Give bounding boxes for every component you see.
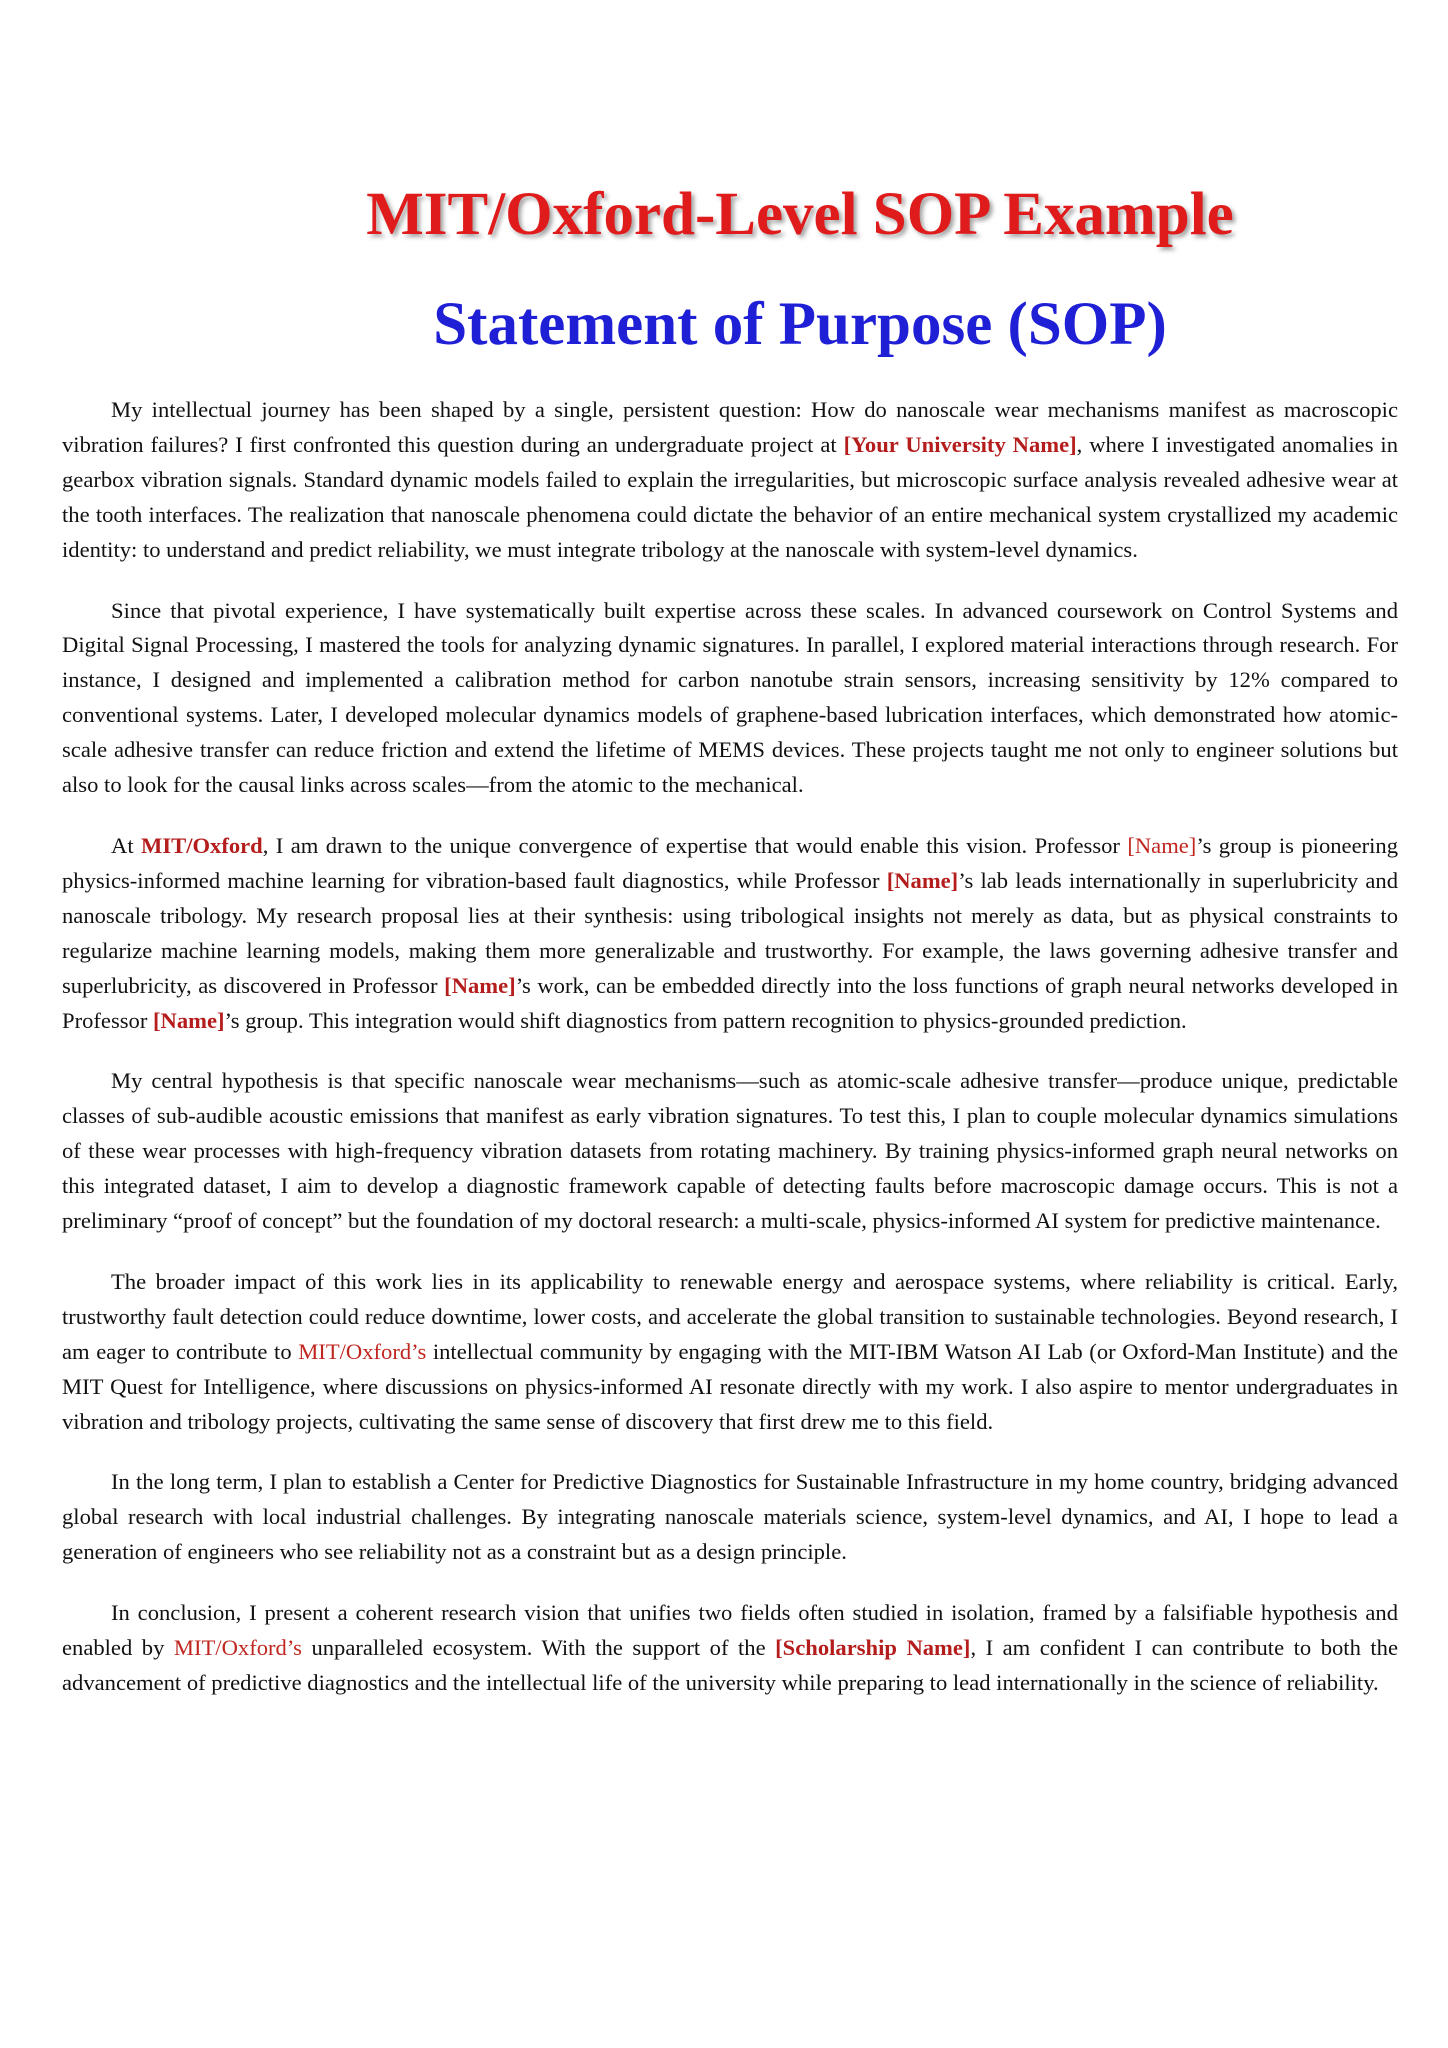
document-body [62, 393, 1398, 1727]
paragraph-text: , I am drawn to the unique convergence of expertise that would enable this vision. Professor [262, 832, 1128, 858]
paragraph-text: In conclusion, I present a coherent research vision that unifies two fields often studied in isolation, framed by a falsifiable hypothesis and enabled by [62, 1600, 1398, 1661]
page-title: MIT/Oxford-Level SOP Example [366, 181, 1234, 248]
paragraph-text: ’s work, can be embedded directly into the loss functions of graph neural networks developed in Professor [62, 972, 1398, 1033]
paragraph-institution-fit [62, 829, 1398, 1038]
placeholder-professor-name: [Name] [444, 972, 516, 998]
institution-name: MIT/Oxford’s [298, 1338, 427, 1364]
paragraph-text: My intellectual journey has been shaped by a single, persistent question: How do nanoscale wear mechanisms manifest as macroscopic vibration failures? I first confronted this question during an undergraduate project at [62, 397, 1398, 457]
paragraph-text: , I am confident I can contribute to both the advancement of predictive diagnostics and the intellectual life of the university while preparing to lead internationally in the science of reliability. [62, 1635, 1398, 1695]
paragraph-hypothesis [62, 1064, 1398, 1239]
paragraph-text: unparalleled ecosystem. With the support of the [301, 1635, 776, 1661]
paragraph-impact [62, 1265, 1398, 1440]
paragraph-text: , where I investigated anomalies in gearbox vibration signals. Standard dynamic models failed to explain the irregularities, but microscopic surface analysis revealed adhesive wear at the tooth interfaces. The realization that nanoscale phenomena could dictate the behavior of an entire mechanical system crystallized my academic identity: to understand and predict reliability, we must integrate tribology at the nanoscale with system-level dynamics. [62, 431, 1398, 562]
institution-name: MIT/Oxford [141, 832, 263, 858]
placeholder-professor-name: [Name] [886, 867, 959, 893]
paragraph-text: ’s group. This integration would shift diagnostics from pattern recognition to physics-grounded prediction. [224, 1007, 1187, 1033]
paragraph-text: At [111, 832, 141, 858]
paragraph-text: My central hypothesis is that specific nanoscale wear mechanisms—such as atomic-scale adhesive transfer—produce unique, predictable classes of sub-audible acoustic emissions that manifest as early vibration signatures. To test this, I plan to couple molecular dynamics simulations of these wear processes with high-frequency vibration datasets from rotating machinery. By training physics-informed graph neural networks on this integrated dataset, I aim to develop a diagnostic framework capable of detecting faults before macroscopic damage occurs. This is not a preliminary “proof of concept” but the foundation of my doctoral research: a multi-scale, physics-informed AI system for predictive maintenance. [62, 1068, 1398, 1234]
placeholder-scholarship-name: [Scholarship Name] [775, 1635, 971, 1661]
paragraph-long-term [62, 1465, 1398, 1570]
paragraph-text: intellectual community by engaging with the MIT-IBM Watson AI Lab (or Oxford-Man Institute) and the MIT Quest for Intelligence, where discussions on physics-informed AI resonate directly with my work. I also aspire to mentor undergraduates in vibration and tribology projects, cultivating the same sense of discovery that first drew me to this field. [62, 1338, 1398, 1434]
paragraph-text: In the long term, I plan to establish a Center for Predictive Diagnostics for Sustainable Infrastructure in my home country, bridging advanced global research with local industrial challenges. By integrating nanoscale materials science, system-level dynamics, and AI, I hope to lead a generation of engineers who see reliability not as a constraint but as a design principle. [62, 1469, 1398, 1565]
placeholder-professor-name: [Name] [1127, 832, 1197, 858]
placeholder-professor-name: [Name] [153, 1007, 225, 1033]
institution-name: MIT/Oxford’s [173, 1635, 302, 1661]
paragraph-intro [62, 393, 1398, 568]
paragraph-conclusion [62, 1596, 1398, 1701]
page-subtitle: Statement of Purpose (SOP) [433, 291, 1167, 358]
paragraph-text: ’s lab leads internationally in superlubricity and nanoscale tribology. My research proposal lies at their synthesis: using tribological insights not merely as data, but as physical constraints to regularize machine learning models, making them more generalizable and trustworthy. For example, the laws governing adhesive transfer and superlubricity, as discovered in Professor [62, 867, 1398, 998]
paragraph-text: ’s group is pioneering physics-informed machine learning for vibration-based fault diagnostics, while Professor [62, 832, 1398, 893]
placeholder-university-name: [Your University Name] [843, 431, 1077, 457]
paragraph-text: Since that pivotal experience, I have systematically built expertise across these scales. In advanced coursework on Control Systems and Digital Signal Processing, I mastered the tools for analyzing dynamic signatures. In parallel, I explored material interactions through research. For instance, I designed and implemented a calibration method for carbon nanotube strain sensors, increasing sensitivity by 12% compared to conventional systems. Later, I developed molecular dynamics models of graphene-based lubrication interfaces, which demonstrated how atomic-scale adhesive transfer can reduce friction and extend the lifetime of MEMS devices. These projects taught me not only to engineer solutions but also to look for the causal links across scales—from the atomic to the mechanical. [62, 597, 1398, 798]
paragraph-expertise [62, 594, 1398, 803]
paragraph-text: The broader impact of this work lies in its applicability to renewable energy and aerospace systems, where reliability is critical. Early, trustworthy fault detection could reduce downtime, lower costs, and accelerate the global transition to sustainable technologies. Beyond research, I am eager to contribute to [62, 1268, 1398, 1364]
